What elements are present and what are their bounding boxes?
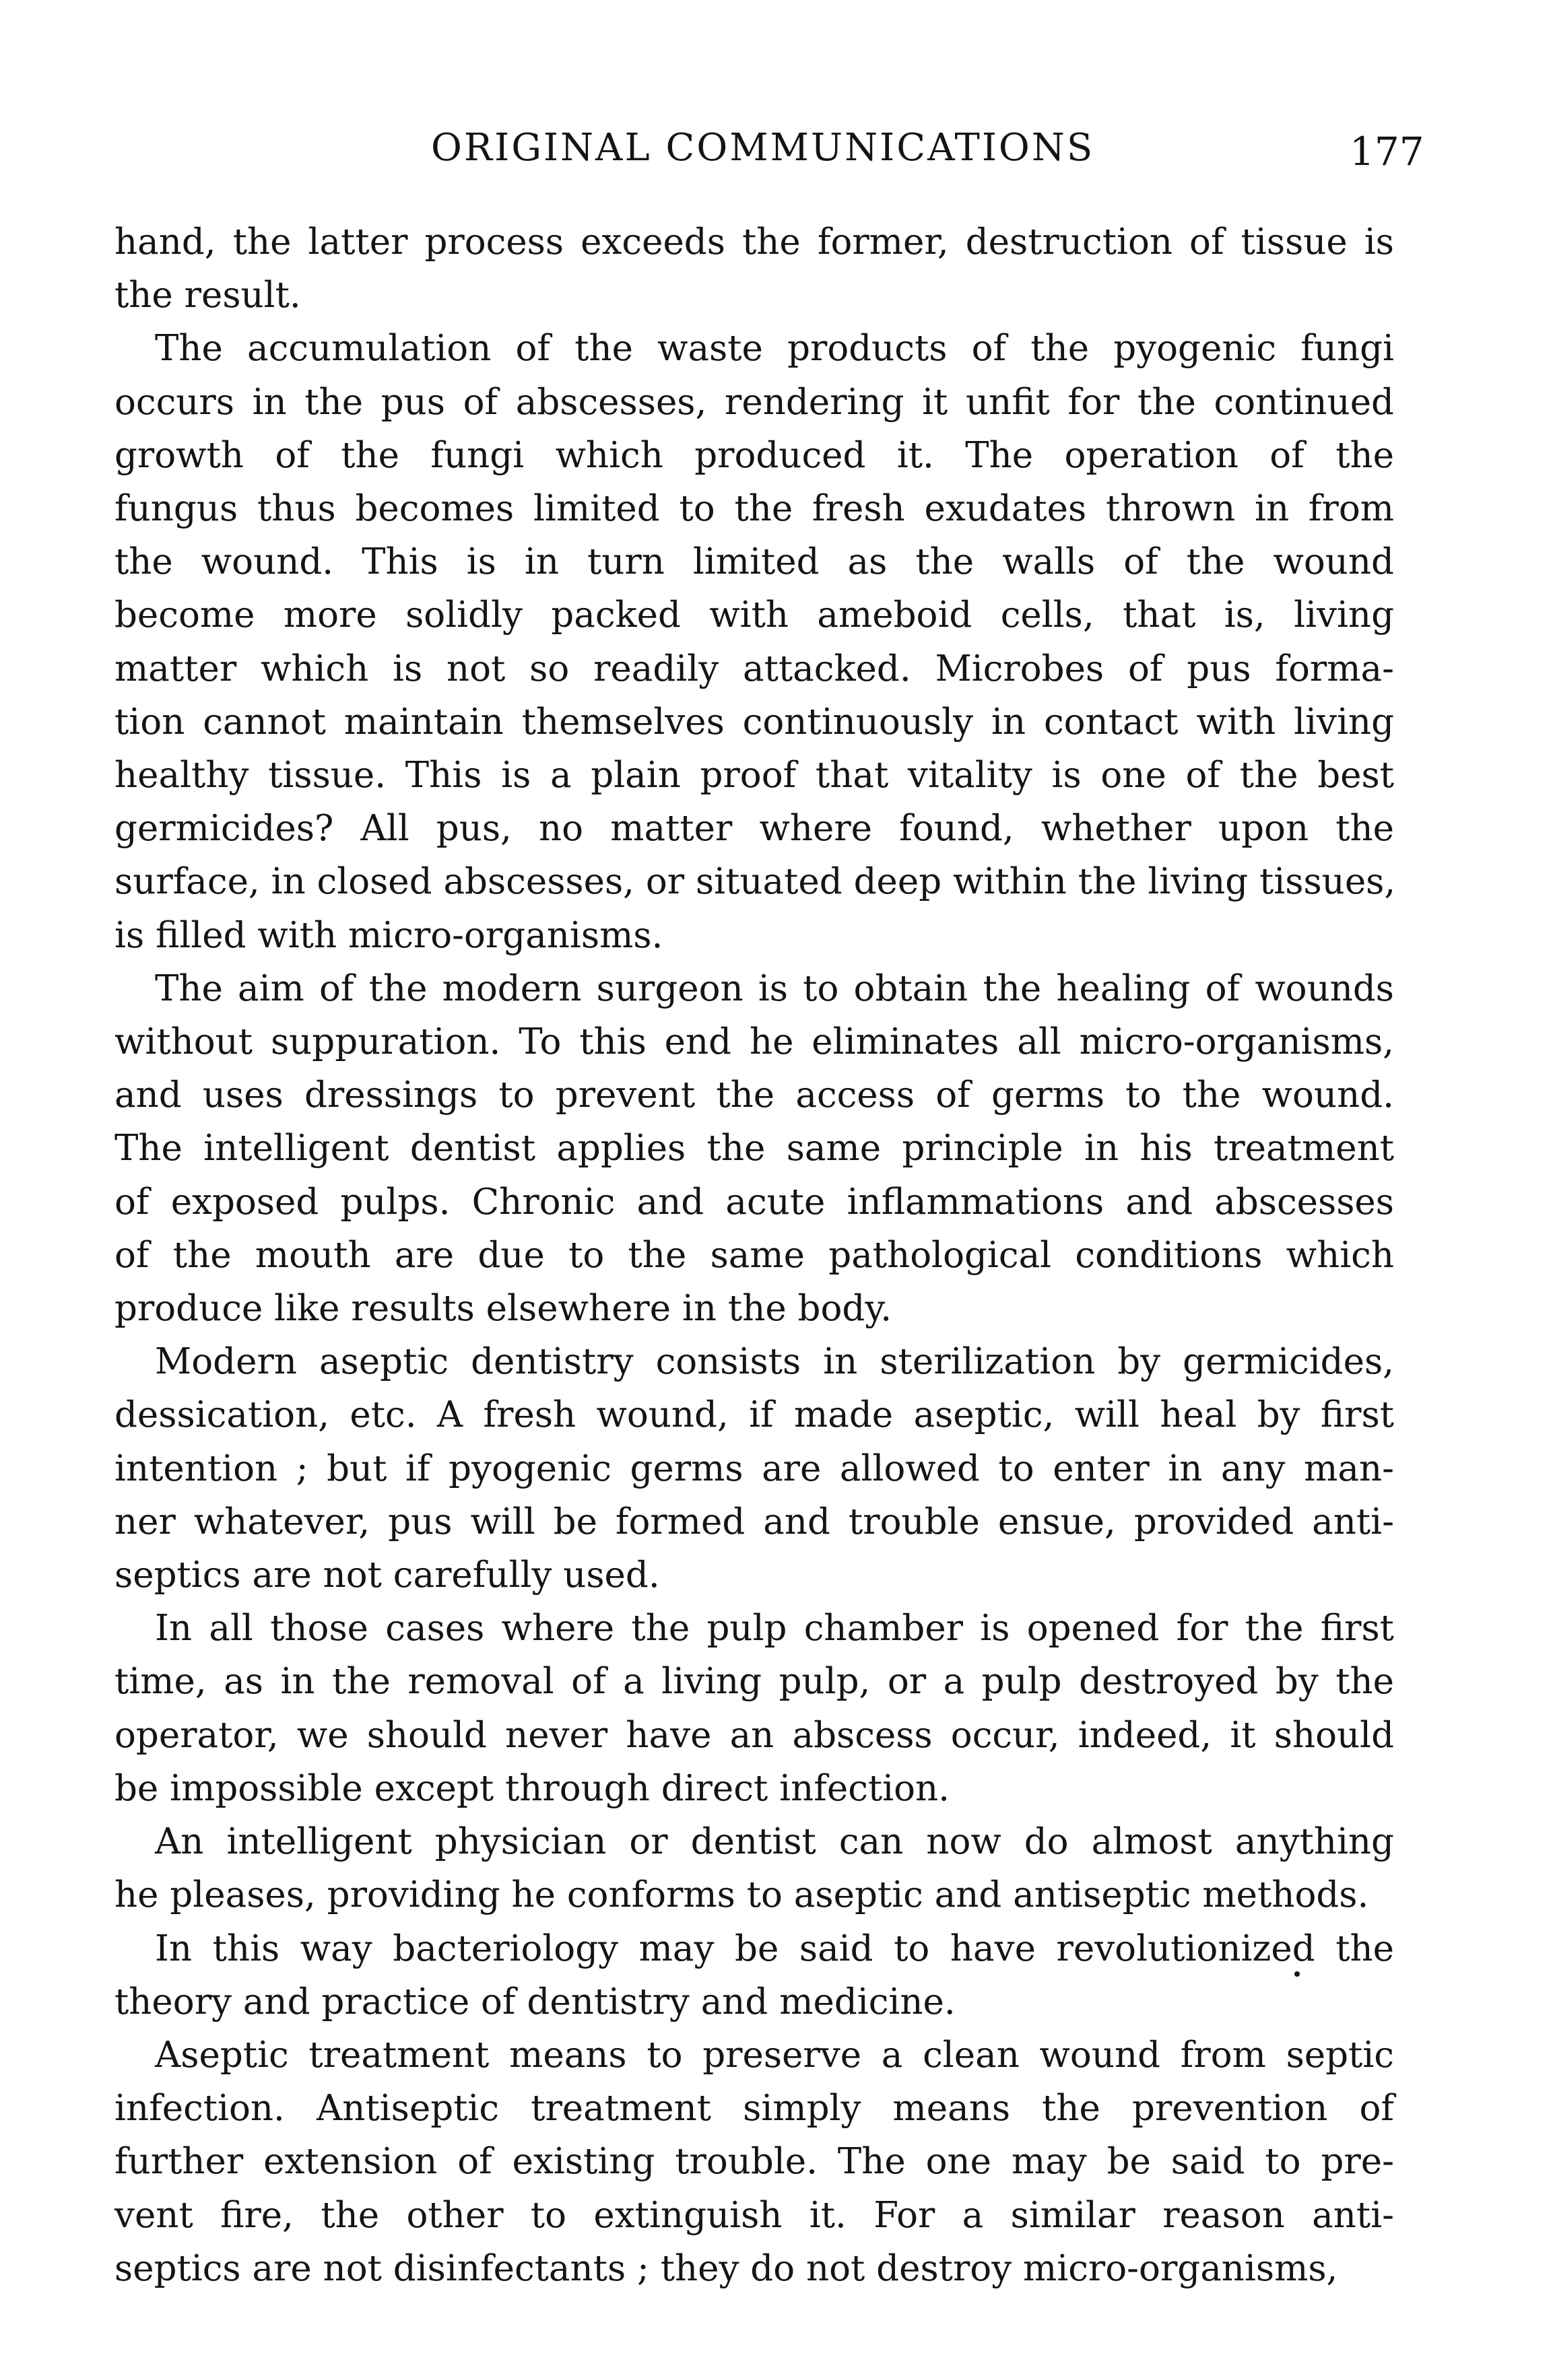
text-line: tion cannot maintain themselves continuously in contact with living [114,701,1394,743]
text-line: occurs in the pus of abscesses, rendering it unfit for the continued [114,381,1394,423]
text-line: Modern aseptic dentistry consists in sterilization by germicides, [155,1341,1394,1383]
text-line: growth of the fungi which produced it. The operation of the [114,434,1394,476]
text-line: ner whatever, pus will be formed and trouble ensue, provided anti- [114,1501,1394,1542]
text-line: The aim of the modern surgeon is to obtain the healing of wounds [155,967,1394,1009]
text-line: Aseptic treatment means to preserve a clean wound from septic [155,2034,1394,2076]
text-line: further extension of existing trouble. The one may be said to pre- [114,2141,1394,2183]
body-text [114,215,1394,2295]
text-line: he pleases, providing he conforms to aseptic and antiseptic methods. [114,1874,1369,1916]
text-line: intention ; but if pyogenic germs are allowed to enter in any man- [114,1448,1394,1489]
text-line: operator, we should never have an abscess occur, indeed, it should [114,1714,1394,1756]
text-line: produce like results elsewhere in the body. [114,1288,892,1330]
text-line: In all those cases where the pulp chamber is opened for the first [155,1608,1394,1650]
text-line: matter which is not so readily attacked. Microbes of pus forma- [114,648,1394,689]
text-line: without suppuration. To this end he eliminates all micro-organisms, [114,1021,1394,1063]
text-line: of exposed pulps. Chronic and acute inflammations and abscesses [114,1181,1394,1223]
text-line: hand, the latter process exceeds the former, destruction of tissue is [114,222,1394,263]
text-line: is filled with micro-organisms. [114,914,663,956]
text-line: septics are not carefully used. [114,1555,660,1596]
paragraph [114,215,1394,322]
paragraph [114,2029,1394,2295]
print-speck [1294,1971,1300,1977]
running-title: ORIGINAL COMMUNICATIONS [431,126,1095,170]
text-line: The intelligent dentist applies the same principle in his treatment [114,1128,1394,1169]
text-line: septics are not disinfectants ; they do not destroy micro-organisms, [114,2247,1338,2289]
text-line: and uses dressings to prevent the access of germs to the wound. [114,1075,1394,1116]
paragraph [114,322,1394,961]
text-line: the result. [114,275,301,316]
text-line: be impossible except through direct infection. [114,1767,950,1809]
paragraph [114,1815,1394,1922]
text-line: of the mouth are due to the same pathological conditions which [114,1234,1394,1276]
paragraph [114,1335,1394,1602]
text-line: In this way bacteriology may be said to have revolutionized the [155,1928,1394,1969]
text-line: germicides? All pus, no matter where found, whether upon the [114,808,1394,850]
text-line: time, as in the removal of a living pulp, or a pulp destroyed by the [114,1661,1394,1703]
text-line: surface, in closed abscesses, or situated deep within the living tissues, [114,861,1396,903]
paragraph [114,962,1394,1335]
text-line: the wound. This is in turn limited as the walls of the wound [114,541,1394,583]
text-line: theory and practice of dentistry and medicine. [114,1981,956,2022]
text-line: The accumulation of the waste products of the pyogenic fungi [155,328,1394,370]
text-line: become more solidly packed with ameboid cells, that is, living [114,594,1394,636]
text-line: fungus thus becomes limited to the fresh exudates thrown in from [114,488,1394,530]
paragraph [114,1602,1394,1815]
text-line: An intelligent physician or dentist can now do almost anything [155,1821,1394,1863]
text-line: healthy tissue. This is a plain proof that vitality is one of the best [114,755,1394,796]
paragraph [114,1922,1394,2029]
page-number: 177 [1350,129,1424,174]
text-line: dessication, etc. A fresh wound, if made aseptic, will heal by first [114,1394,1394,1436]
text-line: vent fire, the other to extinguish it. For a similar reason anti- [114,2194,1394,2236]
text-line: infection. Antiseptic treatment simply means the prevention of [114,2088,1394,2130]
